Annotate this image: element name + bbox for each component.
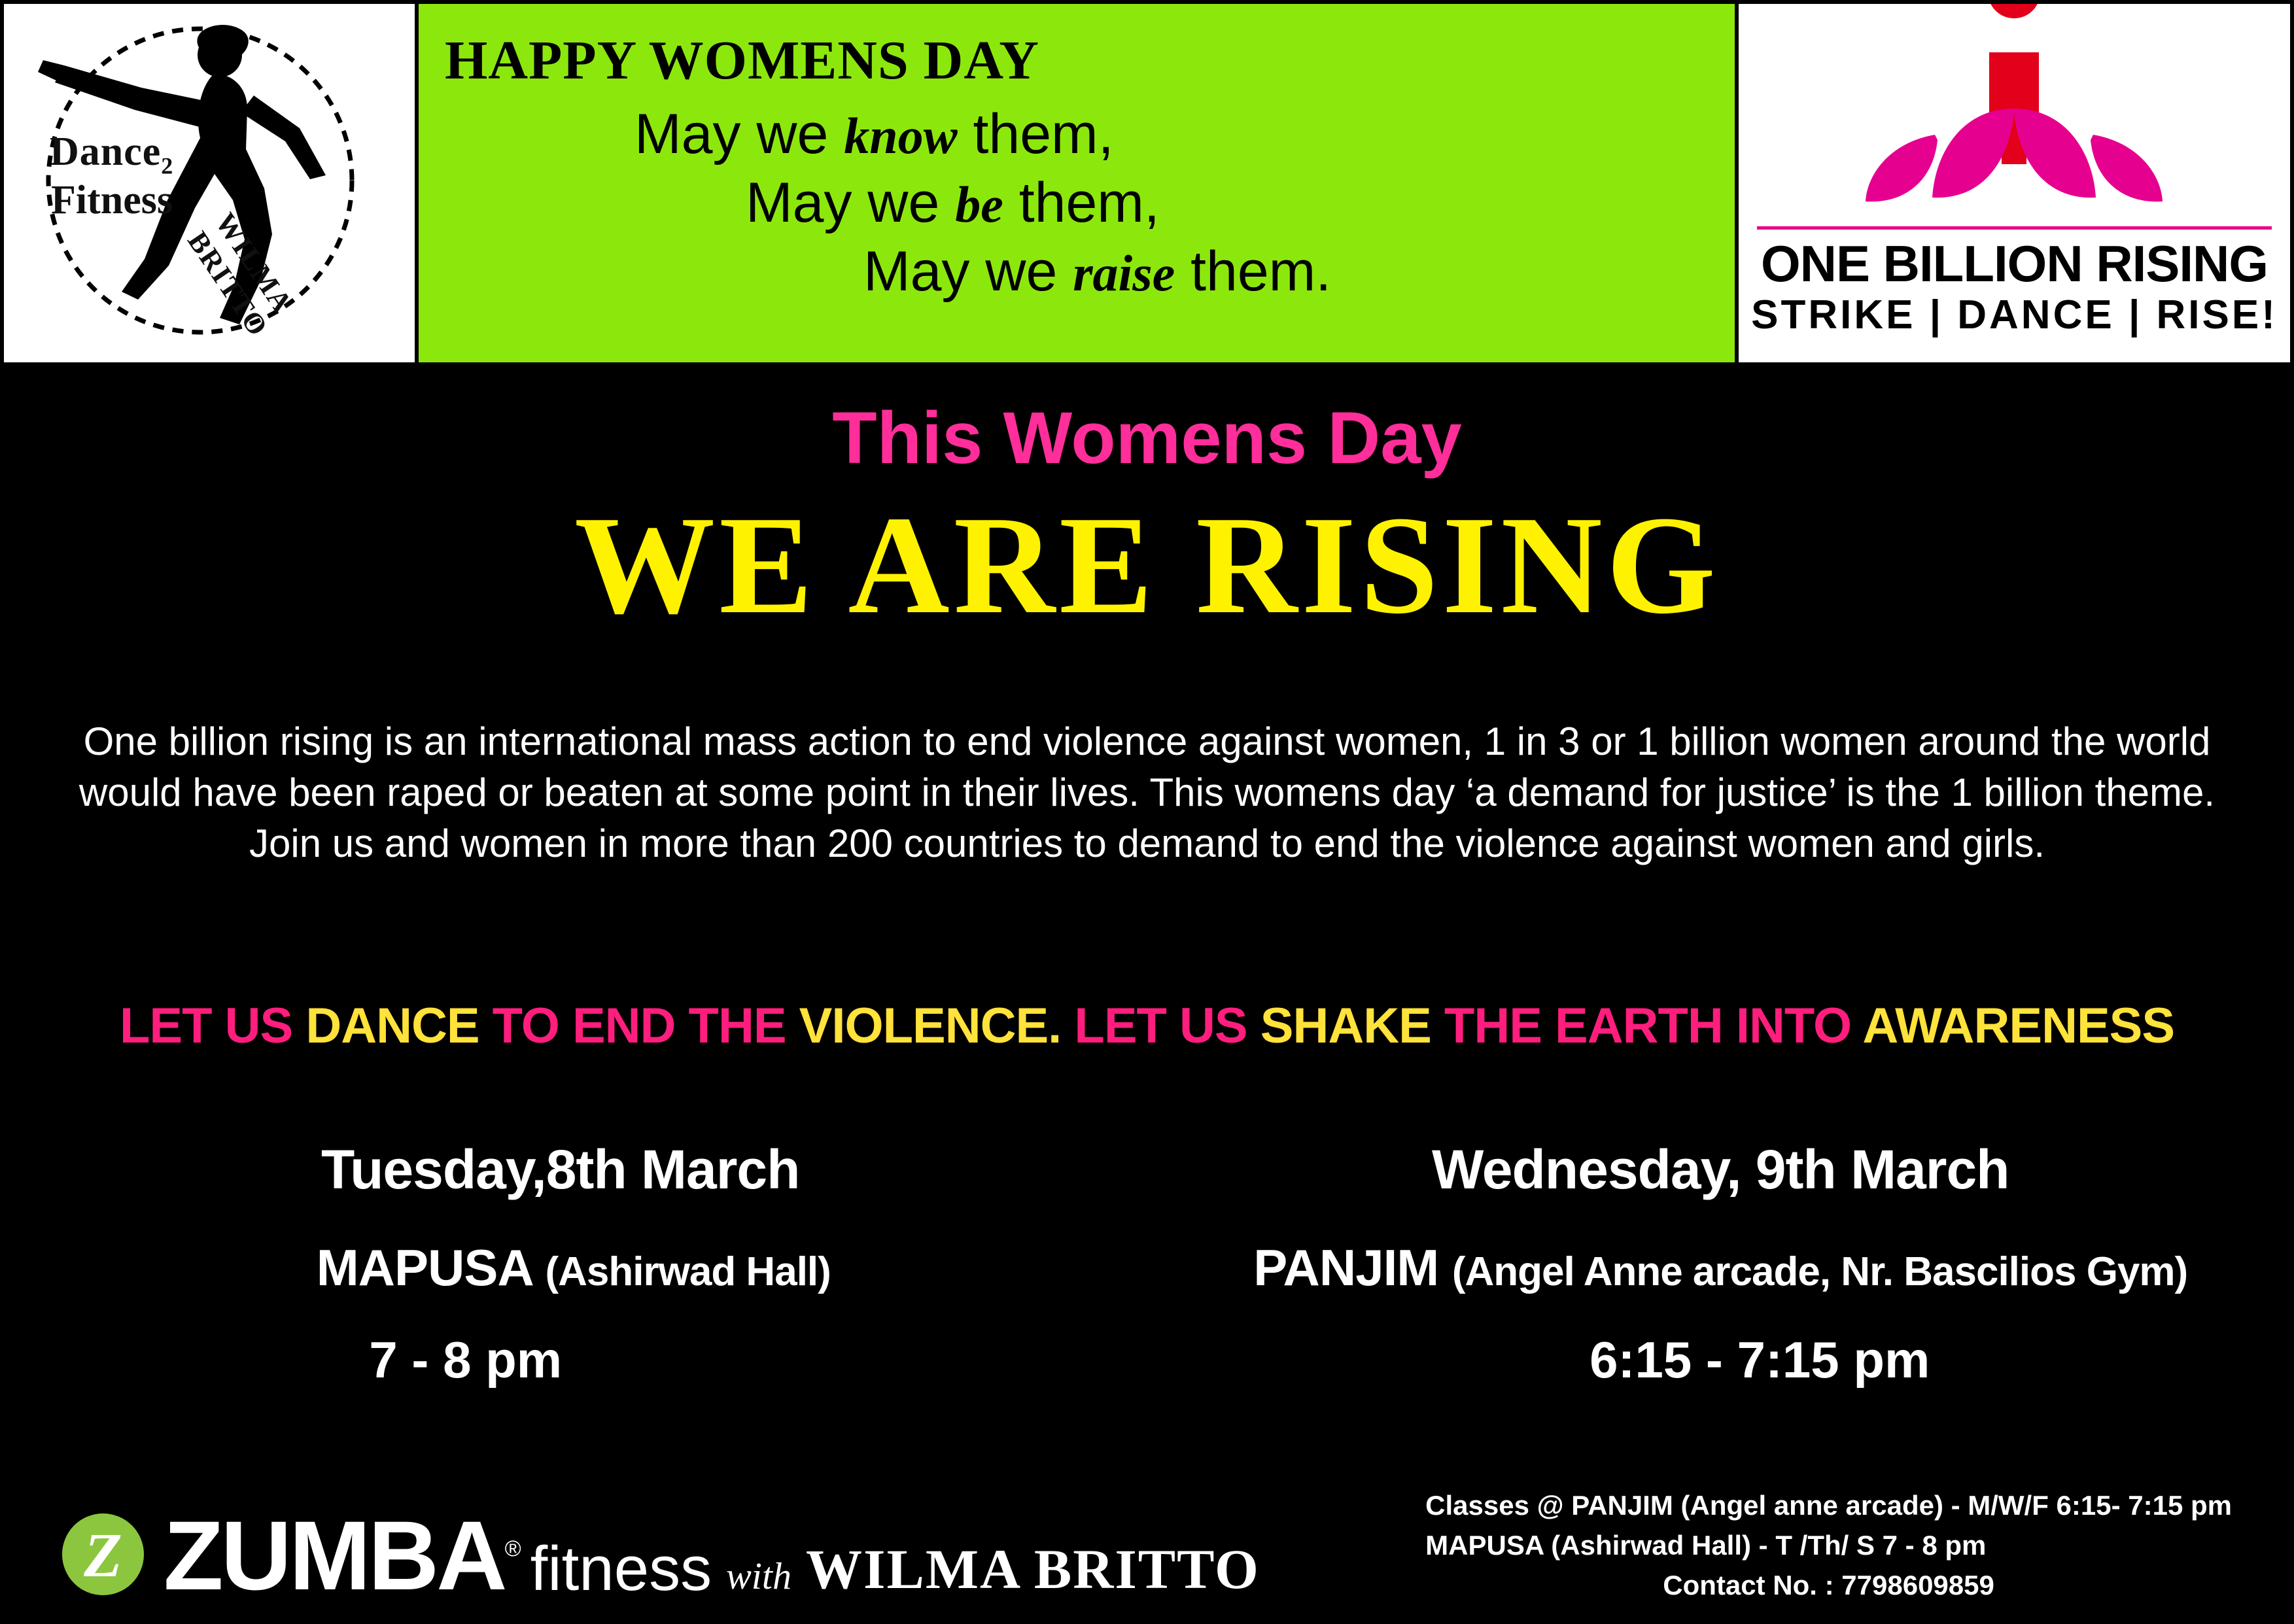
slogan-part: THE EARTH INTO [1444, 998, 1863, 1054]
kicker-text: This Womens Day [832, 397, 1462, 479]
slogan-part: VIOLENCE. [799, 998, 1062, 1054]
contact-number: Contact No. : 7798609859 [1663, 1570, 1994, 1601]
zumba-logo-glyph: Z [84, 1520, 122, 1590]
slogan [0, 997, 2294, 1054]
event-city: MAPUSA [316, 1239, 532, 1296]
event-time: 7 - 8 pm [369, 1331, 563, 1389]
registered-mark: ® [504, 1536, 519, 1561]
event-venue-detail: (Angel Anne arcade, Nr. Bascilios Gym) [1451, 1249, 2188, 1294]
with-word: with [726, 1555, 791, 1597]
happy-womens-day-title: HAPPY WOMENS DAY [445, 30, 1039, 91]
greeting-line-2: May we be them, [746, 171, 1160, 234]
greeting-banner [419, 0, 1735, 366]
greeting-line-1: May we know them, [634, 103, 1114, 165]
obr-divider [1757, 226, 2272, 230]
footer [0, 1428, 2294, 1624]
event-venue [0, 1238, 1147, 1298]
zumba-wordmark: ZUMBA® [164, 1500, 519, 1610]
obr-subtitle: STRIKE | DANCE | RISE! [1751, 292, 2278, 337]
event-date: Tuesday,8th March [321, 1139, 800, 1200]
event-city: PANJIM [1253, 1239, 1439, 1296]
slogan-part: TO END THE [492, 998, 799, 1054]
classes-line-2: MAPUSA (Ashirwad Hall) - T /Th/ S 7 - 8 pm [1425, 1530, 1987, 1561]
slogan-part: LET US [1061, 998, 1260, 1054]
dance2fitness-logo [0, 0, 419, 366]
event-time: 6:15 - 7:15 pm [1590, 1331, 1930, 1389]
logo-brand-sub: 2 [161, 152, 174, 179]
obr-title: ONE BILLION RISING [1760, 235, 2268, 292]
event-venue-detail: (Ashirwad Hall) [545, 1249, 831, 1294]
event-venue [1147, 1238, 2294, 1298]
zumba-fitness-word: fitness [530, 1534, 712, 1604]
logo-brand-line2: Fitness [51, 178, 173, 222]
description-paragraph: One billion rising is an international mass action to end violence against women, 1 in 3 or 1 billion women around the world would have been raped or beaten at some point in their lives. This womens day ‘a demand for justice’ is the 1 billion theme. Join us and women in more than 200 countries to demand to end the violence against women and girls. [78, 719, 2216, 865]
zumba-logo-icon [62, 1513, 144, 1595]
logo-arc-text: WILMA BRITTO [181, 207, 298, 343]
classes-info [1425, 1486, 2232, 1606]
slogan-part: DANCE [305, 998, 493, 1054]
event-list [0, 1138, 2294, 1390]
main-headline: WE ARE RISING [574, 487, 1720, 643]
zumba-branding [62, 1500, 1260, 1610]
greeting-line-3: May we raise them. [863, 240, 1332, 303]
instructor-name: WILMA BRITTO [806, 1538, 1260, 1600]
classes-line-1: Classes @ PANJIM (Angel anne arcade) - M/W/F 6:15- 7:15 pm [1425, 1490, 2232, 1521]
event-date: Wednesday, 9th March [1432, 1139, 2009, 1200]
logo-brand-line1: Dance$_2$ [50, 130, 174, 179]
event-panjim [1147, 1138, 2294, 1390]
header-bar [0, 0, 2294, 366]
one-billion-rising-lotus-icon [1739, 4, 2290, 226]
event-mapusa [0, 1138, 1147, 1390]
slogan-part: SHAKE [1260, 998, 1444, 1054]
slogan-part: AWARENESS [1862, 998, 2175, 1054]
slogan-part: LET US [119, 998, 306, 1054]
one-billion-rising-logo [1735, 0, 2294, 366]
